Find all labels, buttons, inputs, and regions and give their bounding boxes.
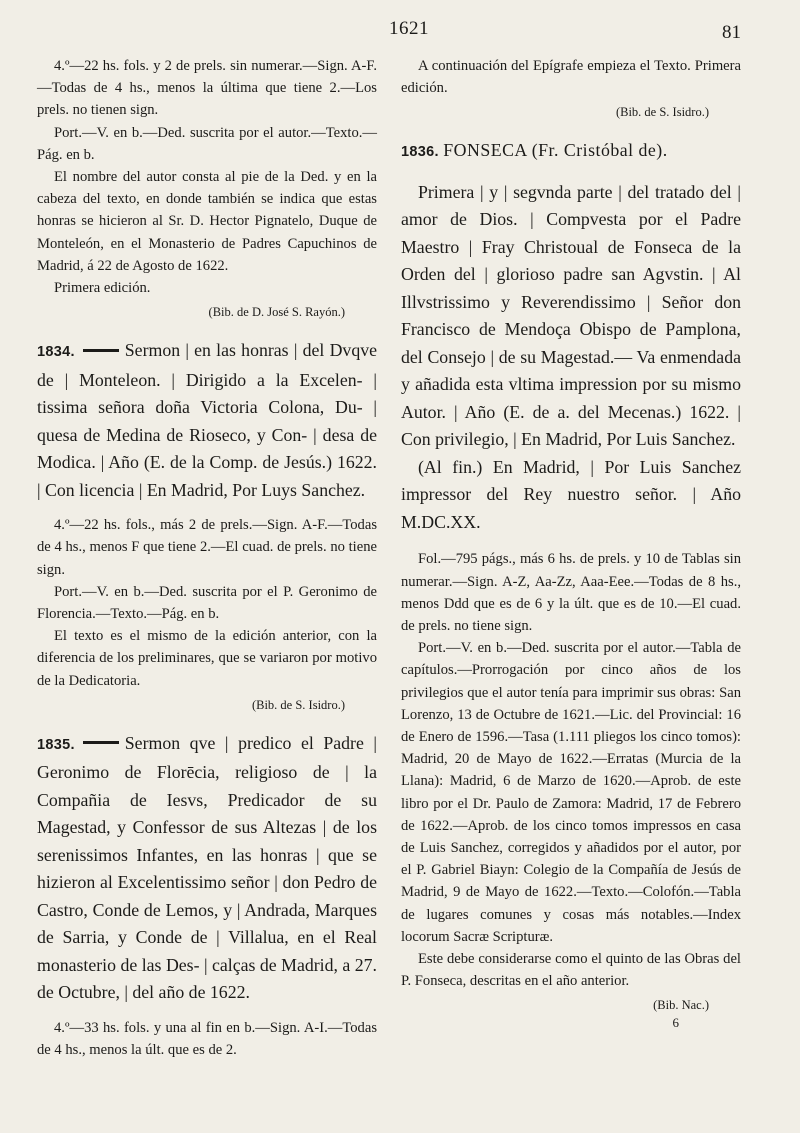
- entry-note: Este debe considerarse como el quinto de las Obras del P. Fonseca, descritas en el año anterior.: [401, 951, 741, 990]
- entry-collation: 4.º—22 hs. fols., más 2 de prels.—Sign. A-F.—Todas de 4 hs., menos F que tiene 2.—El cuad. de prels. no tiene sign.: [37, 517, 377, 578]
- ditto-dash: [83, 741, 119, 744]
- running-head-year: 1621: [389, 18, 429, 39]
- entry-note: El texto es el mismo de la edición anterior, con la diferencia de los preliminares, que se variaron por motivo de la Dedicatoria.: [37, 628, 377, 689]
- continued-entry-source: (Bib. de S. Isidro.): [615, 105, 709, 120]
- entry-colophon: (Al fin.) En Madrid, | Por Luis Sanchez impressor del Rey nuestro señor. | Año M.DC.XX.: [401, 456, 741, 532]
- entry-title: Sermon qve | predico el Padre | Geronimo de Florēcia, religioso de | la Compañia de Iesvs, Predicador de su Magestad, y Confessor de sus Altezas | de los serenissimos Infantes, en las honras | que se hizieron al Excelentissimo señor | don Pedro de Castro, Conde de Lemos, y | Andrada, Marques de Sarria, y Conde de | Villalua, en el Real monasterio de las Des- | calças de Madrid, a 27. de Octubre, | del año de 1622.: [37, 732, 377, 1003]
- entry-source: (Bib. de S. Isidro.): [251, 697, 345, 712]
- continued-entry-contents: Port.—V. en b.—Ded. suscrita por el autor.—Texto.—Pág. en b.: [37, 124, 377, 163]
- continued-entry-text-note: A continuación del Epígrafe empieza el Texto. Primera edición.: [401, 58, 741, 97]
- right-column: [401, 55, 741, 1032]
- ditto-dash: [83, 349, 119, 352]
- continued-entry-collation: 4.º—22 hs. fols. y 2 de prels. sin numerar.—Sign. A-F.—Todas de 4 hs., menos la última que tiene 2.—Los prels. no tienen sign.: [37, 58, 377, 119]
- entry-contents: Port.—V. en b.—Ded. suscrita por el autor.—Tabla de capítulos.—Prorrogación por cinco años de los privilegios que el autor tenía para imprimir sus obras: San Lorenzo, 13 de Octubre de 1621.—Lic. del Provincial: 16 de Enero de 1596.—Tasa (1.111 pliegos los cinco tomos): Madrid, 20 de Mayo de 1622.—Erratas (Murcia de la Llana): Madrid, 6 de Marzo de 1620.—Aprob. de este libro por el Dr. Paulo de Zamora: Madrid, 17 de Febrero de 1622.—Aprob. de los cinco tomos impressos en casa de Luis Sanchez, corregidos y añadidos por el autor, por el P. Gabriel Biayn: Colegio de la Compañía de Jesús de Madrid, 9 de Mayo de 1622.—Texto.—Colofón.—Tabla de lugares comunes y cosas más notables.—Index locorum Sacræ Scripturæ.: [401, 640, 741, 945]
- left-column: [37, 55, 377, 1061]
- entry-collation: 4.º—33 hs. fols. y una al fin en b.—Sign. A-I.—Todas de 4 hs., menos la últ. que es de 2.: [37, 1019, 377, 1059]
- entry-1834: [37, 337, 377, 714]
- running-head: [0, 10, 800, 43]
- entry-contents: Port.—V. en b.—Ded. suscrita por el P. Geronimo de Florencia.—Texto.—Pág. en b.: [37, 583, 377, 623]
- entry-1835: [37, 730, 377, 1061]
- entry-title: Primera | y | segvnda parte | del tratado del | amor de Dios. | Compvesta por el Padre Maestro | Fray Christoual de Fonseca de la Orden del | glorioso padre san Agvstin. | Al Illvstrissimo y Reverendissimo | Señor don Francisco de Mendoça Obispo de Pamplona, del Consejo | de su Magestad.— Va enmendada y añadida esta vltima impression por su mismo Autor. | Año (E. de a. del Mecenas.) 1622. | Con privilegio, | En Madrid, Por Luis Sanchez.: [401, 181, 741, 450]
- entry-number: 1834.: [37, 344, 75, 361]
- entry-collation: Fol.—795 págs., más 6 hs. de prels. y 10 de Tablas sin numerar.—Sign. A-Z, Aa-Zz, Aaa-Eee.—Todas de 8 hs., menos Ddd que es de 6 y la últ. que es de 10.—El cuad. de prels. no tiene sign.: [401, 551, 741, 635]
- entry-1836: [401, 137, 741, 1032]
- entry-author: FONSECA (Fr. Cristóbal de).: [443, 140, 668, 161]
- continued-entry-note: El nombre del autor consta al pie de la Ded. y en la cabeza del texto, en donde también se indica que estas honras se hicieron al Sr. D. Hector Pignatelo, Duque de Monteleón, en el Monasterio de Padres Capuchinos de Madrid, á 22 de Agosto de 1622.: [37, 169, 377, 274]
- entry-number: 1835.: [37, 736, 75, 753]
- entry-title: Sermon | en las honras | del Dvqve de | Monteleon. | Dirigido a la Excelen- | tissima señora doña Victoria Colona, Du- | quesa de Medina de Rioseco, y Con- | desa de Modica. | Año (E. de la Comp. de Jesús.) 1622. | Con licencia | En Madrid, Por Luys Sanchez.: [37, 340, 377, 500]
- signature-mark: 6: [672, 1015, 679, 1031]
- entry-number: 1836.: [401, 144, 439, 161]
- entry-source: (Bib. Nac.): [653, 998, 709, 1013]
- continued-entry-edition: Primera edición.: [54, 280, 151, 297]
- page-number: 81: [722, 22, 741, 43]
- continued-entry-source: (Bib. de D. José S. Rayón.): [208, 305, 345, 320]
